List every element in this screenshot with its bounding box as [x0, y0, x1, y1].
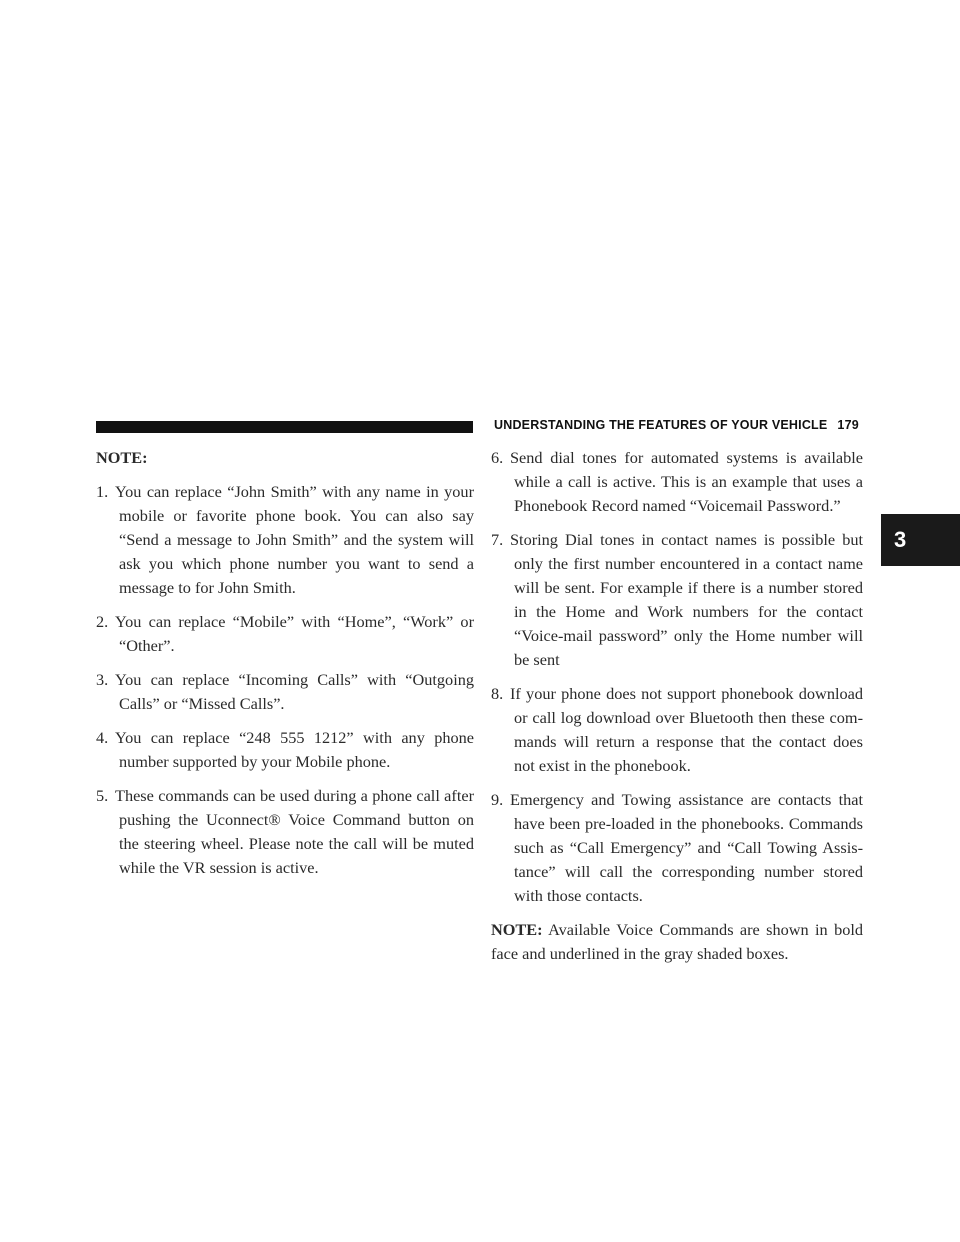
item-number: 8. [491, 684, 504, 703]
notes-list-right [491, 446, 863, 908]
item-text: You can replace “John Smith” with any name in your mobile or favorite phone book. You can also say “Send a message to John Smith” and the system will ask you which phone number you want to send a message to for John Smith. [115, 482, 474, 597]
list-item [96, 480, 474, 600]
item-number: 9. [491, 790, 504, 809]
item-text: If your phone does not support phonebook download or call log download over Bluetooth then these com-mands will return a response that the contact does not exist in the phonebook. [510, 684, 863, 775]
list-item [491, 682, 863, 778]
header-rule-bar [96, 421, 473, 433]
chapter-number: 3 [894, 527, 907, 552]
item-text: Storing Dial tones in contact names is possible but only the first number encountered in a contact name will be sent. For example if there is a number stored in the Home and Work numbers for the contact “Voice-mail password” only the Home number will be sent [510, 530, 863, 669]
list-item [491, 446, 863, 518]
item-number: 2. [96, 612, 109, 631]
item-text: Send dial tones for automated systems is available while a call is active. This is an example that uses a Phonebook Record named “Voicemail Password.” [510, 448, 863, 515]
list-item [491, 528, 863, 672]
list-item [96, 726, 474, 774]
note-text: Available Voice Commands are shown in bold face and underlined in the gray shaded boxes. [491, 920, 864, 963]
note-heading: NOTE: [96, 448, 148, 467]
closing-note [491, 918, 863, 966]
item-text: You can replace “Mobile” with “Home”, “Work” or “Other”. [115, 612, 474, 655]
page-number: 179 [837, 418, 859, 432]
item-number: 5. [96, 786, 109, 805]
running-header [494, 418, 859, 432]
notes-list-left [96, 480, 474, 880]
list-item [96, 668, 474, 716]
item-text: You can replace “Incoming Calls” with “Outgoing Calls” or “Missed Calls”. [115, 670, 474, 713]
note-label: NOTE: [491, 920, 543, 939]
list-item [96, 784, 474, 880]
chapter-tab [881, 514, 960, 566]
item-number: 6. [491, 448, 504, 467]
right-column [491, 446, 863, 966]
list-item [96, 610, 474, 658]
item-number: 1. [96, 482, 109, 501]
list-item [491, 788, 863, 908]
section-title: UNDERSTANDING THE FEATURES OF YOUR VEHICLE [494, 418, 828, 432]
item-number: 3. [96, 670, 109, 689]
item-number: 7. [491, 530, 504, 549]
item-text: You can replace “248 555 1212” with any phone number supported by your Mobile phone. [115, 728, 474, 771]
item-number: 4. [96, 728, 109, 747]
left-column [96, 446, 474, 890]
item-text: These commands can be used during a phone call after pushing the Uconnect® Voice Command button on the steering wheel. Please note the call will be muted while the VR session is active. [115, 786, 474, 877]
item-text: Emergency and Towing assistance are contacts that have been pre-loaded in the phonebooks. Commands such as “Call Emergency” and “Call Towing Assis-tance” will call the corresponding number stored with those contacts. [510, 790, 863, 905]
